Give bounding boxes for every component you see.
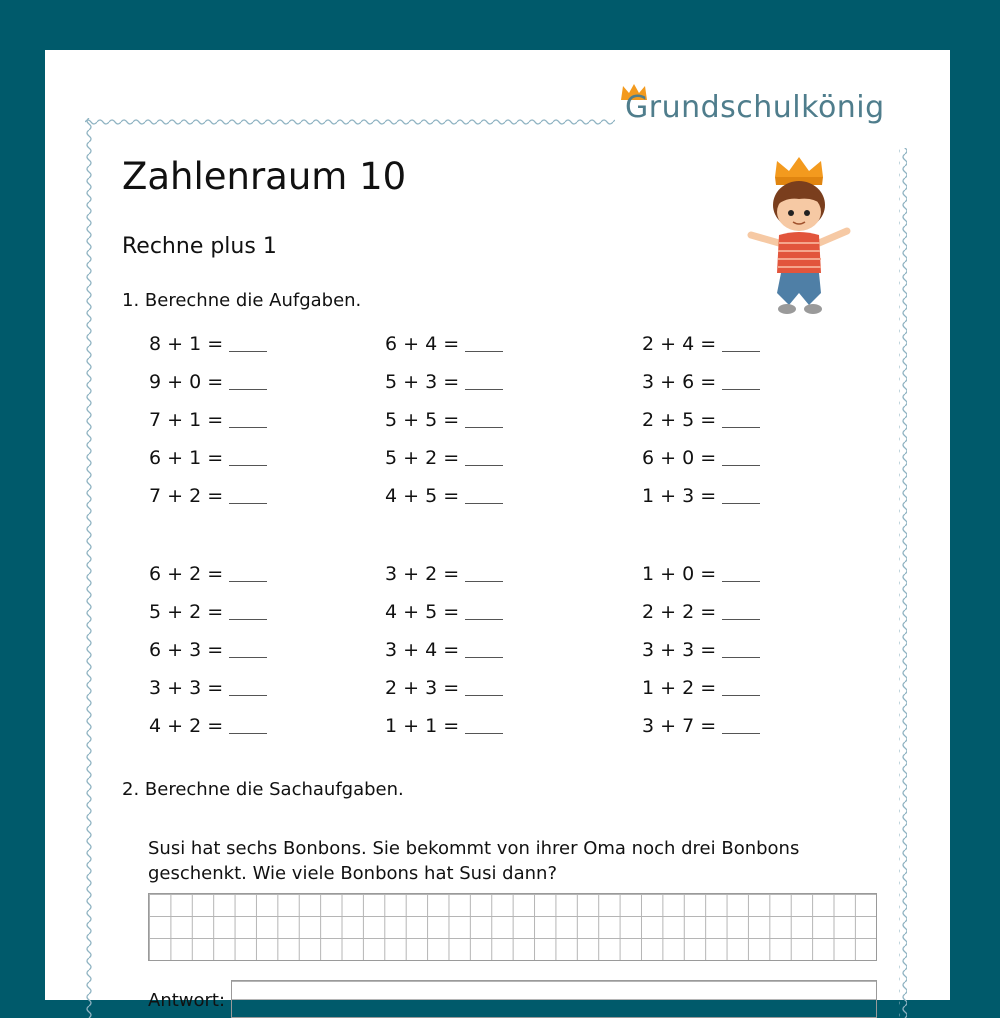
equation-row: 6 + 1 =: [149, 446, 267, 470]
answer-blank[interactable]: [465, 487, 503, 504]
equation-row: 7 + 1 =: [149, 408, 267, 432]
answer-blank[interactable]: [229, 335, 267, 352]
worksheet-page: [45, 50, 950, 1011]
equation-row: 2 + 5 =: [642, 408, 760, 432]
answer-blank[interactable]: [465, 411, 503, 428]
equation-row: 5 + 2 =: [149, 600, 267, 624]
answer-blank[interactable]: [229, 603, 267, 620]
answer-blank[interactable]: [229, 411, 267, 428]
answer-blank[interactable]: [465, 449, 503, 466]
task-2-heading: 2. Berechne die Sachaufgaben.: [122, 779, 404, 800]
equation-row: 1 + 1 =: [385, 714, 503, 738]
page-subtitle: Rechne plus 1: [122, 234, 277, 259]
equation-row: 1 + 3 =: [642, 484, 760, 508]
equation-row: 3 + 4 =: [385, 638, 503, 662]
answer-blank[interactable]: [465, 679, 503, 696]
answer-blank[interactable]: [722, 373, 760, 390]
answer-blank[interactable]: [465, 335, 503, 352]
task-1-heading: 1. Berechne die Aufgaben.: [122, 290, 362, 311]
equation-row: 8 + 1 =: [149, 332, 267, 356]
answer-blank[interactable]: [229, 717, 267, 734]
answer-blank[interactable]: [465, 603, 503, 620]
answer-blank[interactable]: [722, 449, 760, 466]
equation-row: 9 + 0 =: [149, 370, 267, 394]
answer-blank[interactable]: [465, 373, 503, 390]
equation-row: 1 + 2 =: [642, 676, 760, 700]
brand-logo: Grundschulkönig: [625, 90, 885, 125]
answer-field[interactable]: [231, 980, 877, 1018]
equation-row: 4 + 5 =: [385, 484, 503, 508]
word-problem-line: geschenkt. Wie viele Bonbons hat Susi dann?: [148, 863, 558, 884]
boy-with-crown-illustration: [735, 155, 865, 325]
answer-blank[interactable]: [229, 641, 267, 658]
equation-row: 2 + 4 =: [642, 332, 760, 356]
equation-row: 4 + 2 =: [149, 714, 267, 738]
calculation-grid[interactable]: [148, 893, 877, 961]
answer-blank[interactable]: [722, 487, 760, 504]
equation-row: 6 + 2 =: [149, 562, 267, 586]
answer-blank[interactable]: [722, 679, 760, 696]
answer-blank[interactable]: [722, 335, 760, 352]
answer-blank[interactable]: [722, 717, 760, 734]
equation-row: 6 + 3 =: [149, 638, 267, 662]
equation-row: 7 + 2 =: [149, 484, 267, 508]
equation-row: 5 + 3 =: [385, 370, 503, 394]
equation-row: 3 + 6 =: [642, 370, 760, 394]
answer-blank[interactable]: [722, 565, 760, 582]
answer-blank[interactable]: [465, 641, 503, 658]
word-problem-text: [148, 836, 828, 886]
answer-blank[interactable]: [229, 487, 267, 504]
equation-row: 3 + 2 =: [385, 562, 503, 586]
page-title: Zahlenraum 10: [122, 155, 407, 198]
answer-blank[interactable]: [465, 717, 503, 734]
answer-blank[interactable]: [722, 603, 760, 620]
equation-row: 1 + 0 =: [642, 562, 760, 586]
equation-row: 6 + 0 =: [642, 446, 760, 470]
equation-row: 5 + 2 =: [385, 446, 503, 470]
equation-row: 6 + 4 =: [385, 332, 503, 356]
word-problem-line: Susi hat sechs Bonbons. Sie bekommt von ihrer Oma noch drei Bonbons: [148, 838, 800, 859]
equation-row: 4 + 5 =: [385, 600, 503, 624]
equation-row: 2 + 2 =: [642, 600, 760, 624]
answer-blank[interactable]: [229, 565, 267, 582]
equation-row: 5 + 5 =: [385, 408, 503, 432]
answer-blank[interactable]: [465, 565, 503, 582]
answer-blank[interactable]: [722, 641, 760, 658]
equation-row: 2 + 3 =: [385, 676, 503, 700]
answer-blank[interactable]: [229, 679, 267, 696]
equation-row: 3 + 3 =: [642, 638, 760, 662]
answer-blank[interactable]: [229, 373, 267, 390]
equation-row: 3 + 3 =: [149, 676, 267, 700]
answer-blank[interactable]: [722, 411, 760, 428]
answer-label: Antwort:: [148, 990, 226, 1011]
answer-blank[interactable]: [229, 449, 267, 466]
equation-row: 3 + 7 =: [642, 714, 760, 738]
